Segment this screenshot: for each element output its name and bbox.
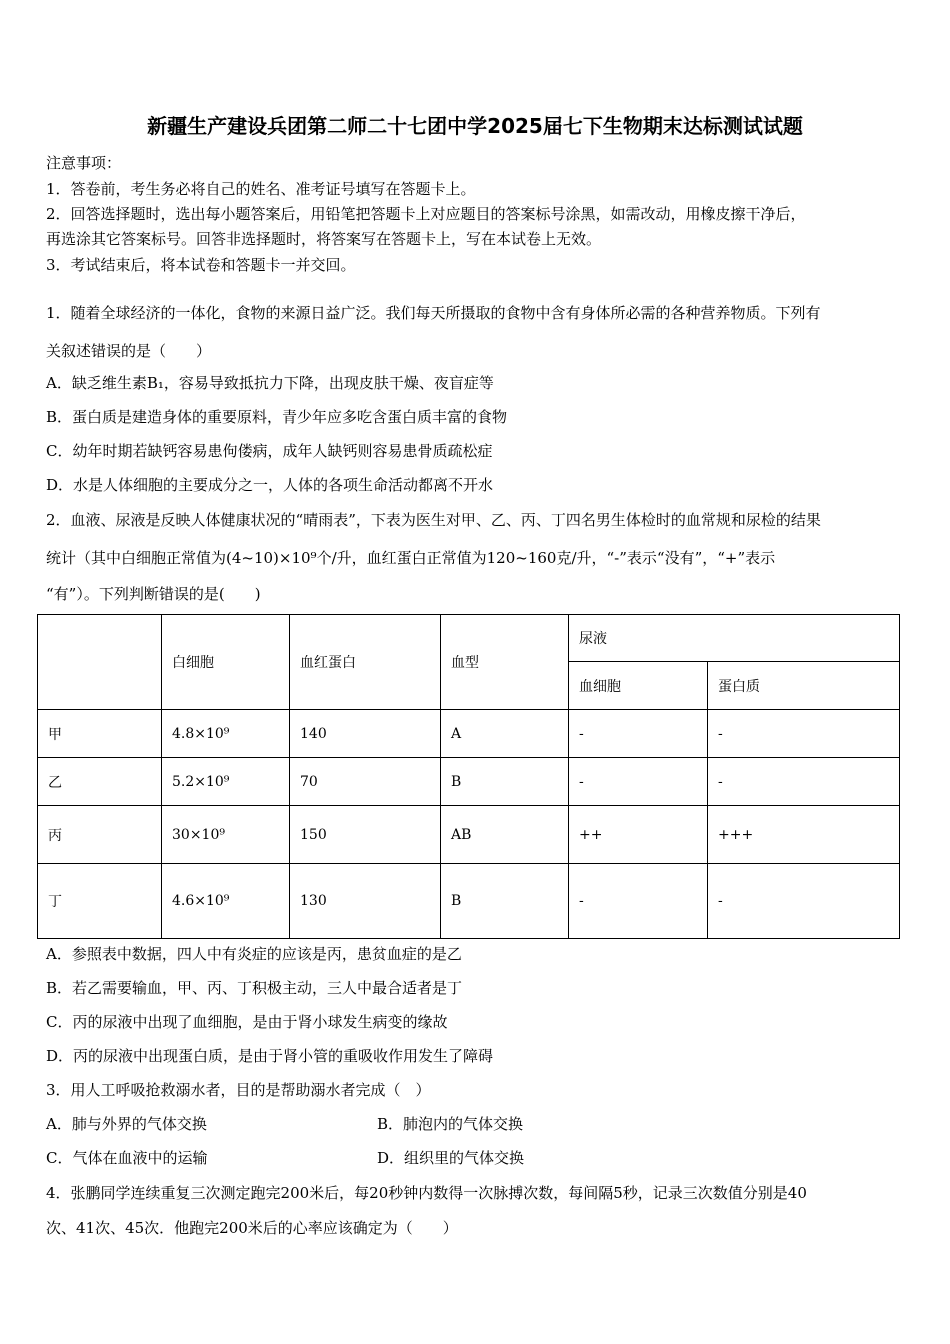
table-subheader: 血细胞 (569, 662, 708, 710)
cell: - (708, 710, 900, 758)
cell: - (708, 758, 900, 806)
cell: 30×10⁹ (162, 806, 290, 864)
notice-item: 再选涂其它答案标号。回答非选择题时，将答案写在答题卡上，写在本试卷上无效。 (46, 230, 602, 248)
q3-option: A．肺与外界的气体交换 (46, 1115, 207, 1133)
q2-stem: 统计（其中白细胞正常值为(4~10)×10⁹个/升，血红蛋白正常值为120~160克/升，“-”表示“没有”，“+”表示 (46, 549, 776, 567)
notice-heading: 注意事项： (46, 154, 122, 172)
q1-option: B．蛋白质是建造身体的重要原料，青少年应多吃含蛋白质丰富的食物 (46, 408, 508, 426)
q2-option: A．参照表中数据，四人中有炎症的应该是丙，患贫血症的是乙 (46, 945, 462, 963)
cell: 150 (290, 806, 441, 864)
q1-option: D．水是人体细胞的主要成分之一，人体的各项生命活动都离不开水 (46, 476, 494, 494)
cell: ++ (569, 806, 708, 864)
cell: 5.2×10⁹ (162, 758, 290, 806)
table-header: 白细胞 (162, 615, 290, 710)
q2-option: B．若乙需要输血，甲、丙、丁积极主动，三人中最合适者是丁 (46, 979, 463, 997)
cell: 甲 (38, 710, 162, 758)
q3-option: B．肺泡内的气体交换 (377, 1115, 524, 1133)
cell: B (441, 758, 569, 806)
cell: - (569, 758, 708, 806)
cell: 130 (290, 864, 441, 939)
blood-urine-table (37, 614, 900, 939)
q1-option: C．幼年时期若缺钙容易患佝偻病，成年人缺钙则容易患骨质疏松症 (46, 442, 493, 460)
notice-item: 3．考试结束后，将本试卷和答题卡一并交回。 (46, 256, 356, 274)
table-header: 血型 (441, 615, 569, 710)
cell: - (569, 864, 708, 939)
table-header: 尿液 (569, 615, 900, 662)
cell: - (569, 710, 708, 758)
table-row (38, 758, 900, 806)
table-subheader: 蛋白质 (708, 662, 900, 710)
q1-option: A．缺乏维生素B₁，容易导致抵抗力下降，出现皮肤干燥、夜盲症等 (46, 374, 494, 392)
page-title: 新疆生产建设兵团第二师二十七团中学2025届七下生物期末达标测试试题 (147, 114, 803, 138)
cell: 乙 (38, 758, 162, 806)
cell: 丙 (38, 806, 162, 864)
cell: AB (441, 806, 569, 864)
cell: 140 (290, 710, 441, 758)
cell: A (441, 710, 569, 758)
cell: 丁 (38, 864, 162, 939)
q4-stem: 4．张鹏同学连续重复三次测定跑完200米后，每20秒钟内数得一次脉搏次数，每间隔5秒，记录三次数值分别是40 (46, 1184, 807, 1202)
q2-option: D．丙的尿液中出现蛋白质，是由于肾小管的重吸收作用发生了障碍 (46, 1047, 494, 1065)
q4-stem: 次、41次、45次．他跑完200米后的心率应该确定为（ ） (46, 1219, 458, 1237)
cell: 4.6×10⁹ (162, 864, 290, 939)
cell: B (441, 864, 569, 939)
q2-stem: “有”）。下列判断错误的是( ) (46, 585, 261, 603)
notice-item: 1．答卷前，考生务必将自己的姓名、准考证号填写在答题卡上。 (46, 180, 476, 198)
q2-stem: 2．血液、尿液是反映人体健康状况的“晴雨表”，下表为医生对甲、乙、丙、丁四名男生体检时的血常规和尿检的结果 (46, 511, 821, 529)
notice-item: 2．回答选择题时，选出每小题答案后，用铅笔把答题卡上对应题目的答案标号涂黑，如需改动，用橡皮擦干净后， (46, 205, 806, 223)
cell: 4.8×10⁹ (162, 710, 290, 758)
q1-stem: 1．随着全球经济的一体化，食物的来源日益广泛。我们每天所摄取的食物中含有身体所必需的各种营养物质。下列有 (46, 304, 821, 322)
cell: 70 (290, 758, 441, 806)
table-row (38, 864, 900, 939)
cell: +++ (708, 806, 900, 864)
q1-stem: 关叙述错误的是（ ） (46, 342, 212, 360)
cell: - (708, 864, 900, 939)
q3-option: D．组织里的气体交换 (377, 1149, 525, 1167)
table-row (38, 710, 900, 758)
q2-option: C．丙的尿液中出现了血细胞，是由于肾小球发生病变的缘故 (46, 1013, 448, 1031)
table-header: 血红蛋白 (290, 615, 441, 710)
table-row (38, 806, 900, 864)
table-header (38, 615, 162, 710)
q3-stem: 3．用人工呼吸抢救溺水者，目的是帮助溺水者完成（ ） (46, 1081, 431, 1099)
q3-option: C．气体在血液中的运输 (46, 1149, 208, 1167)
